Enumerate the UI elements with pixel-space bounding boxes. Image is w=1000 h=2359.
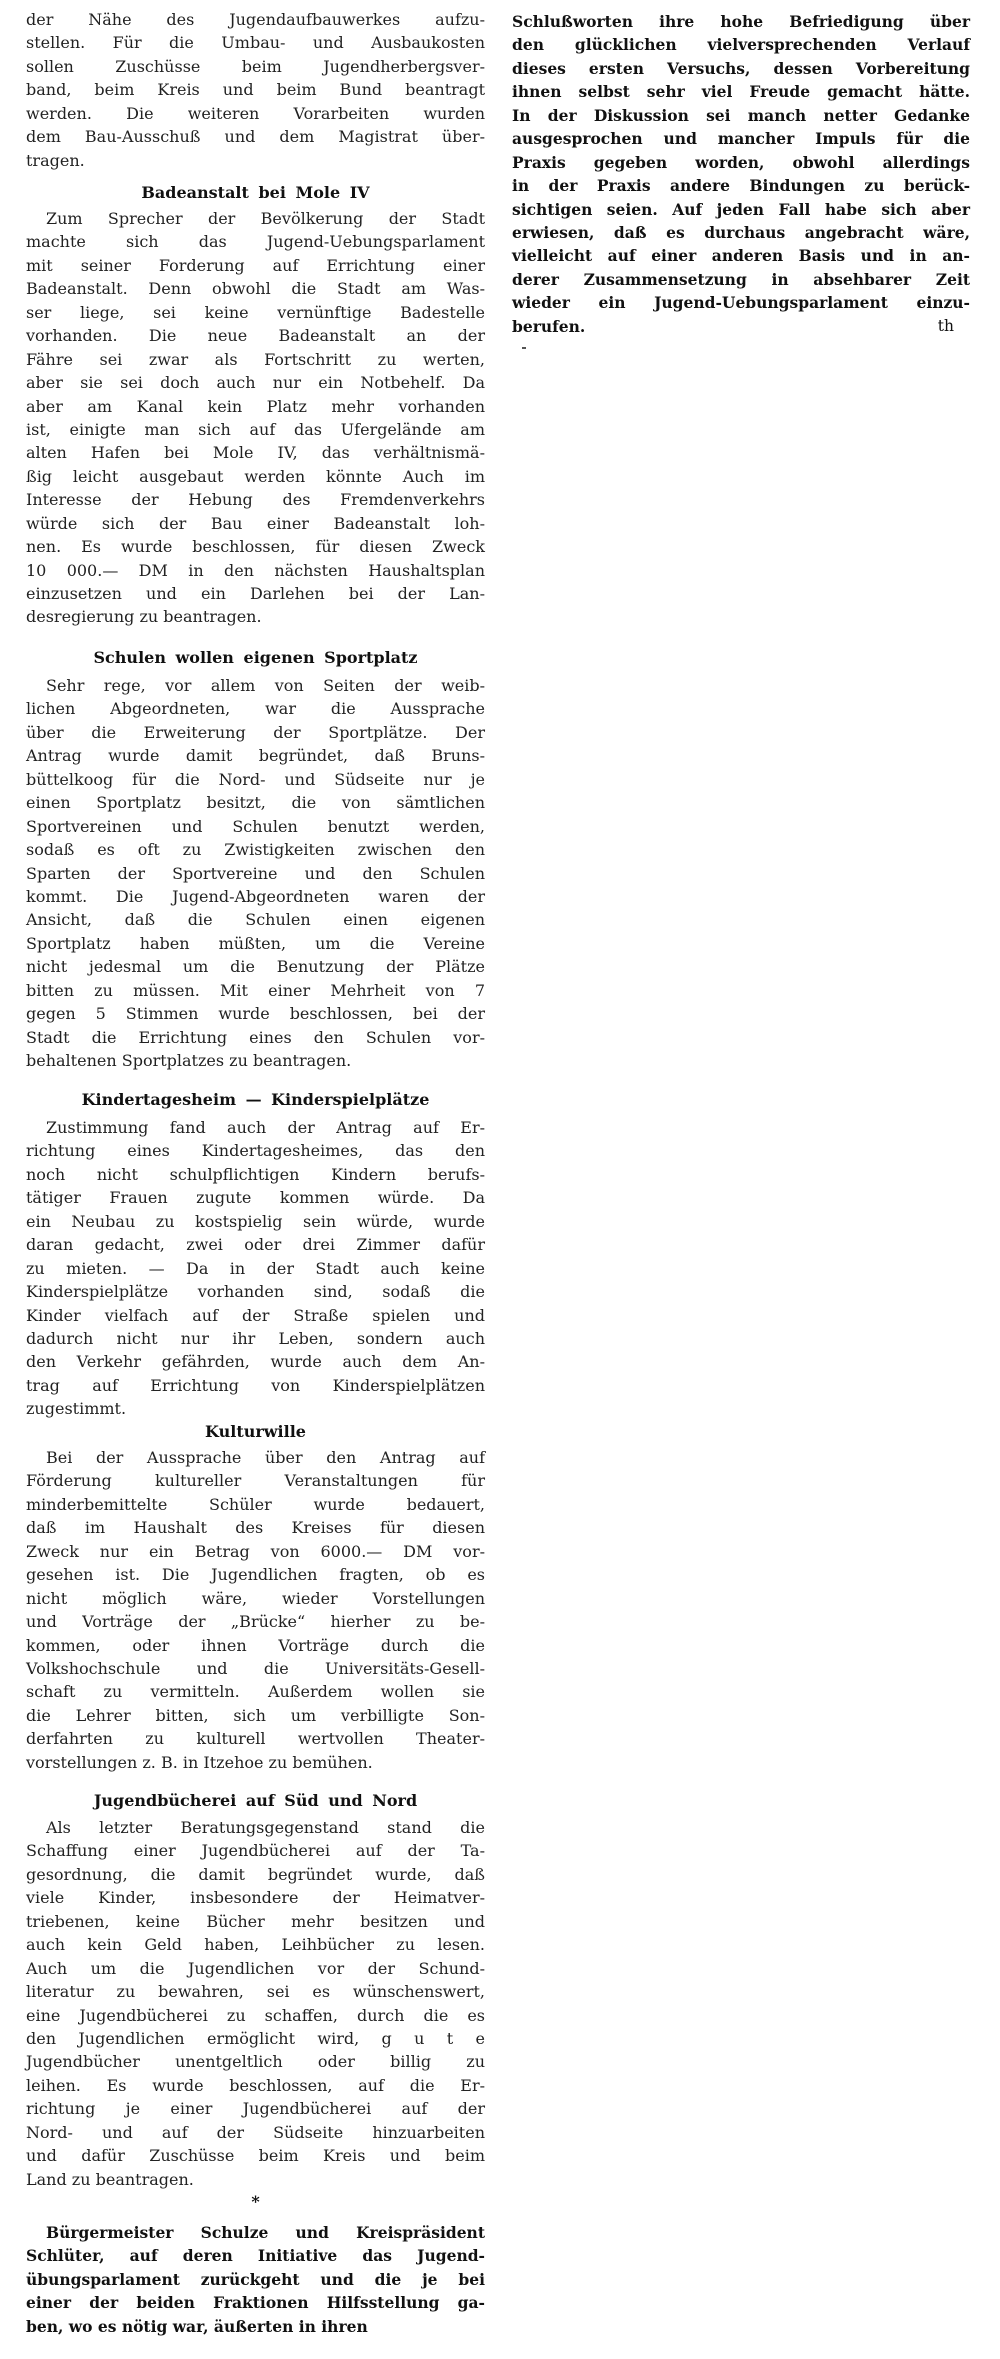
text-line: [26, 605, 485, 628]
line-text: richtung eines Kindertagesheimes, das den: [26, 1141, 485, 1161]
text-line: [26, 1516, 485, 1539]
line-text: erwiesen, daß es durchaus angebracht wäre,: [512, 222, 970, 242]
text-line: [26, 149, 485, 172]
line-text: nen. Es wurde beschlossen, für diesen Zweck: [26, 537, 485, 557]
paragraph: [26, 1446, 485, 1774]
text-line: [26, 102, 485, 125]
separator-asterisk: *: [251, 2192, 260, 2211]
text-line: [26, 441, 485, 464]
text-line: [26, 254, 485, 277]
line-text: die Lehrer bitten, sich um verbilligte Son-: [26, 1705, 485, 1725]
text-line: [26, 230, 485, 253]
text-line: [26, 2097, 485, 2120]
line-text: noch nicht schulpflichtigen Kindern berufs-: [26, 1164, 485, 1184]
line-text: und Vorträge der „Brücke“ hierher zu be-: [26, 1612, 485, 1632]
line-text: Praxis gegeben worden, obwohl allerdings: [512, 152, 970, 172]
line-text: den Jugendlichen ermöglicht wird, g u t e: [26, 2028, 485, 2048]
text-line: [26, 1980, 485, 2003]
text-line: [26, 768, 485, 791]
text-line: [26, 1910, 485, 1933]
paragraph: [26, 1816, 485, 2191]
line-text: behaltenen Sportplatzes zu beantragen.: [26, 1051, 352, 1070]
line-text: ser liege, sei keine vernünftige Badestelle: [26, 302, 485, 322]
text-line: [26, 1350, 485, 1373]
line-text: dem Bau-Ausschuß und dem Magistrat über-: [26, 127, 485, 147]
line-text: triebenen, keine Bücher mehr besitzen und: [26, 1911, 485, 1931]
line-text: dieses ersten Versuchs, dessen Vorbereitung: [512, 58, 970, 78]
line-text: den Verkehr gefährden, wurde auch dem An-: [26, 1352, 485, 1372]
text-line: [26, 1816, 485, 1839]
line-text: daran gedacht, zwei oder drei Zimmer dafür: [26, 1235, 485, 1255]
line-text: Sparten der Sportvereine und den Schulen: [26, 863, 485, 883]
text-line: [26, 1563, 485, 1586]
text-line: [26, 207, 485, 230]
line-text: Zustimmung fand auch der Antrag auf Er-: [46, 1118, 485, 1137]
line-text: schaft zu vermitteln. Außerdem wollen sie: [26, 1682, 485, 1702]
text-line: [512, 57, 970, 80]
line-text: vorstellungen z. B. in Itzehoe zu bemühen.: [26, 1752, 373, 1772]
line-text: Schlüter, auf deren Initiative das Jugend-: [26, 2246, 485, 2266]
text-line: [26, 932, 485, 955]
text-line: [26, 1446, 485, 1469]
text-line: [26, 1026, 485, 1049]
line-text: den glücklichen vielversprechenden Verlauf: [512, 35, 970, 55]
text-line: [26, 862, 485, 885]
line-text: werden. Die weiteren Vorarbeiten wurden: [26, 103, 485, 123]
text-line: [26, 1163, 485, 1186]
text-line: [26, 1727, 485, 1750]
text-line: [512, 10, 970, 33]
text-line: [26, 1957, 485, 1980]
text-line: [26, 1233, 485, 1256]
line-text: nicht möglich wäre, wieder Vorstellungen: [26, 1588, 485, 1608]
line-text: Auch um die Jugendlichen vor der Schund-: [26, 1958, 485, 1978]
line-text: Interesse der Hebung des Fremdenverkehrs: [26, 490, 485, 510]
line-text: sollen Zuschüsse beim Jugendherbergsver-: [26, 56, 485, 76]
text-line: [26, 744, 485, 767]
text-line: [26, 1397, 485, 1420]
line-text: derfahrten zu kulturell wertvollen Theater-: [26, 1729, 485, 1749]
text-line: [26, 1374, 485, 1397]
text-line: [26, 2144, 485, 2167]
text-line: [26, 908, 485, 931]
paragraph: [26, 207, 485, 629]
line-text: gegen 5 Stimmen wurde beschlossen, bei der: [26, 1004, 485, 1024]
text-line: [26, 582, 485, 605]
paragraph: [26, 674, 485, 1072]
line-text: zu mieten. — Da in der Stadt auch keine: [26, 1258, 485, 1278]
line-text: tätiger Frauen zugute kommen würde. Da: [26, 1188, 485, 1208]
line-text: aber am Kanal kein Platz mehr vorhanden: [26, 396, 485, 416]
line-text: Förderung kultureller Veranstaltungen für: [26, 1471, 485, 1491]
section-heading: Schulen wollen eigenen Sportplatz: [93, 648, 418, 667]
text-line: [26, 815, 485, 838]
text-line: [26, 1839, 485, 1862]
text-line: [26, 2074, 485, 2097]
line-text: alten Hafen bei Mole IV, das verhältnismä-: [26, 443, 485, 463]
line-text: Zweck nur ein Betrag von 6000.— DM vor-: [26, 1541, 485, 1561]
text-line: [26, 2050, 485, 2073]
text-line: [26, 2121, 485, 2144]
text-line: [512, 127, 970, 150]
line-text: nicht jedesmal um die Benutzung der Plätze: [26, 957, 485, 977]
text-line: [26, 2268, 485, 2291]
line-text: literatur zu bewahren, sei es wünschenswert,: [26, 1982, 485, 2002]
text-line: [26, 697, 485, 720]
line-text: ßig leicht ausgebaut werden könnte Auch im: [26, 466, 485, 486]
section-heading: Jugendbücherei auf Süd und Nord: [93, 1791, 418, 1810]
line-text: ausgesprochen und mancher Impuls für die: [512, 129, 970, 149]
text-line: [26, 1210, 485, 1233]
text-line: [512, 315, 970, 338]
line-text: Land zu beantragen.: [26, 2169, 194, 2189]
paragraph: [26, 1116, 485, 1421]
line-text: tragen.: [26, 150, 85, 170]
paragraph: [26, 2221, 485, 2338]
line-text: sodaß es oft zu Zwistigkeiten zwischen den: [26, 840, 485, 860]
text-line: [26, 2315, 485, 2338]
line-text: Zum Sprecher der Bevölkerung der Stadt: [46, 209, 485, 228]
text-line: [512, 174, 970, 197]
text-line: [26, 1049, 485, 1072]
text-line: [512, 33, 970, 56]
text-line: [26, 512, 485, 535]
text-line: [26, 1634, 485, 1657]
text-line: [26, 1304, 485, 1327]
line-text: eine Jugendbücherei zu schaffen, durch die es: [26, 2005, 485, 2025]
text-line: [26, 2004, 485, 2027]
line-text: Sehr rege, vor allem von Seiten der weib-: [46, 676, 485, 695]
text-line: [26, 535, 485, 558]
text-line: [26, 1886, 485, 1909]
text-line: [26, 1186, 485, 1209]
section-heading: Kulturwille: [205, 1422, 306, 1441]
text-line: [26, 1610, 485, 1633]
line-text: einer der beiden Fraktionen Hilfsstellung ga-: [26, 2293, 485, 2313]
text-line: [26, 1863, 485, 1886]
line-text: vorhanden. Die neue Badeanstalt an der: [26, 326, 485, 346]
text-line: [26, 1751, 485, 1774]
text-line: [26, 2291, 485, 2314]
section-heading: Kindertagesheim — Kinderspielplätze: [81, 1090, 430, 1109]
line-text: Fähre sei zwar als Fortschritt zu werten,: [26, 349, 485, 369]
line-text: derer Zusammensetzung in absehbarer Zeit: [512, 269, 970, 289]
line-text: Kinder vielfach auf der Straße spielen und: [26, 1305, 485, 1325]
text-line: [26, 1327, 485, 1350]
text-line: [26, 1002, 485, 1025]
text-line: [26, 838, 485, 861]
text-line: [26, 465, 485, 488]
line-text: lichen Abgeordneten, war die Aussprache: [26, 699, 485, 719]
text-line: [26, 324, 485, 347]
author-initials: th: [937, 316, 954, 335]
text-line: [26, 1704, 485, 1727]
text-line: [26, 8, 485, 31]
text-line: [26, 1469, 485, 1492]
text-line: [26, 674, 485, 697]
text-line: [512, 198, 970, 221]
text-line: [26, 2168, 485, 2191]
text-line: [26, 791, 485, 814]
text-line: [26, 55, 485, 78]
line-text: stellen. Für die Umbau- und Ausbaukosten: [26, 33, 485, 53]
line-text: Sportplatz haben müßten, um die Vereine: [26, 933, 485, 953]
text-line: [26, 371, 485, 394]
line-text: zugestimmt.: [26, 1399, 127, 1419]
text-line: [512, 268, 970, 291]
text-line: [26, 979, 485, 1002]
line-text: kommt. Die Jugend-Abgeordneten waren der: [26, 886, 485, 906]
text-line: [26, 2221, 485, 2244]
line-text: desregierung zu beantragen.: [26, 607, 262, 627]
text-line: [512, 221, 970, 244]
line-text: trag auf Errichtung von Kinderspielplätzen: [26, 1375, 485, 1395]
line-text: Jugendbücher unentgeltlich oder billig zu: [26, 2052, 485, 2072]
text-line: [26, 348, 485, 371]
line-text: gesordnung, die damit begründet wurde, daß: [26, 1864, 485, 1884]
line-text: aber sie sei doch auch nur ein Notbehelf. Da: [26, 373, 485, 393]
line-text: Volkshochschule und die Universitäts-Gesell-: [26, 1658, 485, 1678]
line-text: Schlußworten ihre hohe Befriedigung über: [512, 12, 970, 31]
text-line: [26, 1116, 485, 1139]
line-text: minderbemittelte Schüler wurde bedauert,: [26, 1494, 485, 1514]
print-speck: [522, 347, 526, 349]
line-text: Sportvereinen und Schulen benutzt werden,: [26, 816, 485, 836]
text-line: [512, 244, 970, 267]
line-text: einzusetzen und ein Darlehen bei der Lan-: [26, 584, 485, 603]
text-line: [26, 1657, 485, 1680]
line-text: mit seiner Forderung auf Errichtung einer: [26, 255, 485, 275]
line-text: einen Sportplatz besitzt, die von sämtlichen: [26, 793, 485, 813]
line-text: machte sich das Jugend-Uebungsparlament: [26, 232, 485, 252]
text-line: [26, 721, 485, 744]
line-text: 10 000.— DM in den nächsten Haushaltsplan: [26, 560, 485, 580]
line-text: büttelkoog für die Nord- und Südseite nur je: [26, 769, 485, 789]
line-text: kommen, oder ihnen Vorträge durch die: [26, 1635, 485, 1655]
line-text: vielleicht auf einer anderen Basis und in an-: [512, 246, 970, 266]
paragraph: [26, 8, 485, 172]
line-text: ein Neubau zu kostspielig sein würde, wurde: [26, 1211, 485, 1231]
line-text: bitten zu müssen. Mit einer Mehrheit von 7: [26, 980, 485, 1000]
line-text: auch kein Geld haben, Leihbücher zu lesen.: [26, 1935, 485, 1955]
line-text: Als letzter Beratungsgegenstand stand die: [46, 1818, 485, 1837]
line-text: leihen. Es wurde beschlossen, auf die Er-: [26, 2075, 485, 2095]
text-line: [26, 1493, 485, 1516]
line-text: Badeanstalt. Denn obwohl die Stadt am Was-: [26, 279, 485, 299]
line-text: band, beim Kreis und beim Bund beantragt: [26, 80, 485, 100]
line-text: Bürgermeister Schulze und Kreispräsident: [46, 2223, 485, 2242]
line-text: richtung je einer Jugendbücherei auf der: [26, 2099, 485, 2119]
line-text: In der Diskussion sei manch netter Gedanke: [512, 105, 970, 125]
line-text: Kinderspielplätze vorhanden sind, sodaß die: [26, 1282, 485, 1302]
text-line: [26, 125, 485, 148]
line-text: wieder ein Jugend-Uebungsparlament einzu-: [512, 293, 970, 313]
line-text: Stadt die Errichtung eines den Schulen vor-: [26, 1027, 485, 1047]
line-text: dadurch nicht nur ihr Leben, sondern auch: [26, 1328, 485, 1348]
line-text: daß im Haushalt des Kreises für diesen: [26, 1518, 485, 1538]
line-text: Nord- und auf der Südseite hinzuarbeiten: [26, 2122, 485, 2142]
text-line: [26, 1587, 485, 1610]
line-text: berufen.: [512, 316, 586, 336]
line-text: ihnen selbst sehr viel Freude gemacht hätte.: [512, 82, 970, 102]
paragraph: [512, 10, 970, 338]
text-line: [26, 2027, 485, 2050]
text-line: [512, 104, 970, 127]
line-text: Antrag wurde damit begründet, daß Bruns-: [26, 746, 485, 766]
text-line: [26, 955, 485, 978]
text-line: [512, 151, 970, 174]
text-line: [26, 1280, 485, 1303]
line-text: und dafür Zuschüsse beim Kreis und beim: [26, 2146, 485, 2166]
text-line: [26, 78, 485, 101]
text-line: [26, 31, 485, 54]
line-text: würde sich der Bau einer Badeanstalt loh-: [26, 513, 485, 533]
text-line: [26, 885, 485, 908]
line-text: über die Erweiterung der Sportplätze. Der: [26, 722, 485, 742]
text-line: [26, 488, 485, 511]
text-line: [26, 1139, 485, 1162]
text-line: [26, 559, 485, 582]
text-line: [26, 277, 485, 300]
line-text: Schaffung einer Jugendbücherei auf der Ta-: [26, 1841, 485, 1861]
text-line: [26, 301, 485, 324]
text-line: [26, 1680, 485, 1703]
text-line: [512, 291, 970, 314]
text-line: [26, 1257, 485, 1280]
line-text: ist, einigte man sich auf das Ufergelände am: [26, 419, 485, 439]
section-heading: Badeanstalt bei Mole IV: [141, 183, 370, 202]
line-text: Ansicht, daß die Schulen einen eigenen: [26, 910, 485, 930]
line-text: viele Kinder, insbesondere der Heimatver-: [26, 1888, 485, 1908]
text-line: [512, 80, 970, 103]
text-line: [26, 395, 485, 418]
text-line: [26, 418, 485, 441]
line-text: ben, wo es nötig war, äußerten in ihren: [26, 2316, 368, 2336]
text-line: [26, 2244, 485, 2267]
text-line: [26, 1933, 485, 1956]
line-text: Bei der Aussprache über den Antrag auf: [46, 1448, 485, 1467]
line-text: gesehen ist. Die Jugendlichen fragten, ob es: [26, 1565, 485, 1585]
line-text: der Nähe des Jugendaufbauwerkes aufzu-: [26, 10, 485, 29]
text-line: [26, 1540, 485, 1563]
line-text: übungsparlament zurückgeht und die je bei: [26, 2269, 485, 2289]
line-text: in der Praxis andere Bindungen zu berück-: [512, 176, 970, 196]
line-text: sichtigen seien. Auf jeden Fall habe sich aber: [512, 199, 970, 219]
